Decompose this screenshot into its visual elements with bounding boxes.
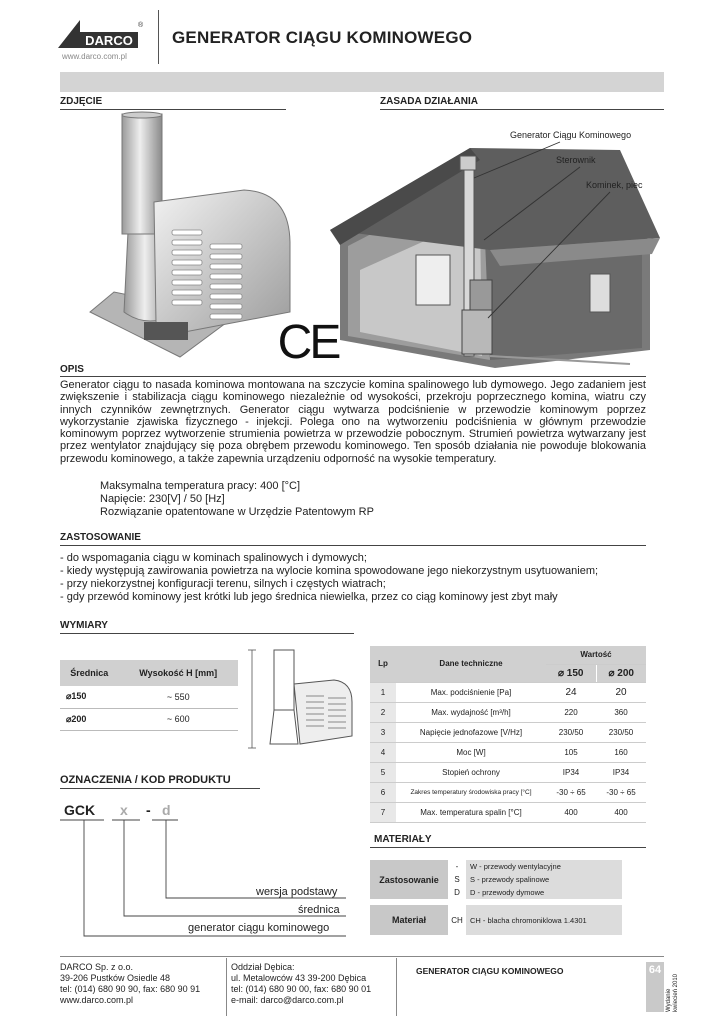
- code-d: d: [162, 802, 171, 818]
- application-item: - gdy przewód kominowy jest krótki lub jego średnica niewielka, przez co ciąg kominowy jest zbyt mały: [60, 591, 558, 603]
- table-row: [370, 722, 646, 742]
- logo-text: DARCO: [85, 33, 133, 48]
- dim-diameter: ⌀200: [60, 708, 118, 730]
- tech-val-150: 105: [546, 742, 596, 762]
- spec-patent: Rozwiązanie opatentowane w Urzędzie Patentowym RP: [100, 506, 374, 518]
- callout-controller: Sterownik: [556, 155, 596, 165]
- usage-desc: D - przewody dymowe: [466, 886, 622, 899]
- dim-header-height: Wysokość H [mm]: [118, 660, 238, 686]
- tech-val-200: IP34: [596, 762, 646, 782]
- code-dash: -: [146, 802, 151, 818]
- table-row: [370, 762, 646, 782]
- footer-rule: [60, 956, 664, 957]
- tech-param: Max. temperatura spalin [°C]: [396, 802, 546, 822]
- tech-param: Max. podciśnienie [Pa]: [396, 682, 546, 702]
- section-dimensions: WYMIARY: [60, 620, 108, 631]
- section-product-code: OZNACZENIA / KOD PRODUKTU: [60, 774, 231, 786]
- tech-val-200: 20: [596, 682, 646, 702]
- tech-param: Stopień ochrony: [396, 762, 546, 782]
- technical-data-table: [370, 646, 646, 823]
- tech-param: Zakres temperatury środowiska pracy [°C]: [396, 782, 546, 802]
- usage-desc: W - przewody wentylacyjne: [466, 860, 622, 873]
- code-label-generator: generator ciągu kominowego: [188, 922, 330, 934]
- logo-url: www.darco.com.pl: [62, 52, 127, 61]
- rule-materials: [370, 847, 646, 848]
- callout-fireplace: Kominek, piec: [586, 180, 643, 190]
- dim-diameter: ⌀150: [60, 686, 118, 708]
- application-item: - do wspomagania ciągu w kominach spalinowych i dymowych;: [60, 552, 367, 564]
- footer-divider: [226, 958, 227, 1016]
- footer-product: GENERATOR CIĄGU KOMINOWEGO: [416, 966, 564, 976]
- table-row: [370, 682, 646, 702]
- page-badge: [646, 962, 664, 1012]
- tech-header-150: ⌀ 150: [546, 664, 596, 682]
- tech-val-200: -30 ÷ 65: [596, 782, 646, 802]
- code-x: x: [120, 802, 128, 818]
- callout-generator: Generator Ciągu Kominowego: [510, 130, 632, 140]
- materials-usage-label: Zastosowanie: [370, 860, 448, 899]
- footer-line: tel: (014) 680 90 90, fax: 680 90 91: [60, 984, 201, 994]
- table-row: [370, 702, 646, 722]
- tech-val-150: 230/50: [546, 722, 596, 742]
- ce-text: CE: [277, 316, 339, 369]
- tech-val-200: 400: [596, 802, 646, 822]
- section-photo: ZDJĘCIE: [60, 96, 103, 107]
- application-item: - kiedy występują zawirowania powietrza na wylocie komina spowodowane jego niekorzystnym usytuowaniem;: [60, 565, 599, 577]
- tech-val-200: 230/50: [596, 722, 646, 742]
- tech-header-value: Wartość: [546, 646, 646, 664]
- tech-val-150: -30 ÷ 65: [546, 782, 596, 802]
- edition-date: kwiecień 2010: [673, 973, 679, 1012]
- svg-text:®: ®: [138, 22, 144, 29]
- tech-val-150: 24: [546, 682, 596, 702]
- tech-header-data: Dane techniczne: [396, 646, 546, 682]
- materials-table: [370, 860, 622, 935]
- section-description: OPIS: [60, 364, 84, 375]
- edition-info: [666, 974, 680, 1012]
- code-lines: [0, 0, 360, 950]
- code-label-diameter: średnica: [298, 904, 340, 916]
- tech-header-lp: Lp: [370, 646, 396, 682]
- materials-material-label: Materiał: [370, 905, 448, 935]
- tech-lp: 5: [370, 762, 396, 782]
- footer-branch: [231, 962, 371, 1006]
- footer-line: e-mail: darco@darco.com.pl: [231, 995, 344, 1005]
- dim-height: ~ 550: [118, 686, 238, 708]
- tech-lp: 3: [370, 722, 396, 742]
- page-title: GENERATOR CIĄGU KOMINOWEGO: [172, 28, 473, 47]
- code-prefix: GCK: [64, 802, 96, 818]
- footer-line: Oddział Dębica:: [231, 962, 295, 972]
- section-application: ZASTOSOWANIE: [60, 532, 141, 543]
- tech-val-150: 220: [546, 702, 596, 722]
- tech-lp: 7: [370, 802, 396, 822]
- tech-header-200: ⌀ 200: [596, 664, 646, 682]
- dim-header-diameter: Średnica: [60, 660, 118, 686]
- usage-code: -: [455, 862, 459, 871]
- dim-height: ~ 600: [118, 708, 238, 730]
- footer-line: ul. Metalowców 43 39-200 Dębica: [231, 973, 367, 983]
- material-code: CH: [451, 915, 463, 925]
- table-row: [370, 802, 646, 822]
- tech-val-200: 360: [596, 702, 646, 722]
- tech-param: Max. wydajność [m³/h]: [396, 702, 546, 722]
- spec-temperature: Maksymalna temperatura pracy: 400 [°C]: [100, 480, 301, 492]
- page-number: 64: [648, 964, 662, 976]
- usage-desc: S - przewody spalinowe: [466, 873, 622, 886]
- tech-lp: 1: [370, 682, 396, 702]
- material-desc: CH - blacha chromoniklowa 1.4301: [466, 905, 622, 935]
- tech-lp: 2: [370, 702, 396, 722]
- edition-label: Wydanie: [666, 988, 672, 1012]
- tech-param: Napięcie jednofazowe [V/Hz]: [396, 722, 546, 742]
- application-item: - przy niekorzystnej konfiguracji terenu, silnych i częstych wiatrach;: [60, 578, 386, 590]
- usage-code: S: [454, 875, 460, 884]
- tech-val-150: IP34: [546, 762, 596, 782]
- section-principle: ZASADA DZIAŁANIA: [380, 96, 478, 107]
- table-row: [370, 782, 646, 802]
- footer-line: DARCO Sp. z o.o.: [60, 962, 134, 972]
- table-row: [370, 742, 646, 762]
- tech-param: Moc [W]: [396, 742, 546, 762]
- code-label-base: wersja podstawy: [256, 886, 338, 898]
- tech-val-150: 400: [546, 802, 596, 822]
- tech-lp: 4: [370, 742, 396, 762]
- footer-line: www.darco.com.pl: [60, 995, 134, 1005]
- description-text: Generator ciągu to nasada kominowa montowana na szczycie komina spalinowego lub dymowego. Jego zadaniem jest zwiększenie i stabilizacja ciągu kominowego niezależnie od wysokości, przekroju poprzecznego komina, wiatru czy innych czynników zewnętrznych. Generator ciągu wytwarza podciśnienie w przewodzie kominowym poprzez wykorzystanie zjawiska fizycznego - injekcji. Polega ono na wytworzeniu podciśnienia w głównym przewodzie kominowym poprzez wytworzenie strumienia powietrza w przewodzie pobocznym. Strumień powietrza wytwarzany jest przez wentylator znajdujący się poza obrębem przewodu kominowego. Ten sposób działania nie powoduje blokowania przewodu kominowego, a także zapewnia urządzeniu odporność na wysokie temperatury.: [60, 379, 646, 465]
- spec-voltage: Napięcie: 230[V] / 50 [Hz]: [100, 493, 225, 505]
- tech-val-200: 160: [596, 742, 646, 762]
- footer-company: [60, 962, 200, 1006]
- footer-line: 39-206 Pustków Osiedle 48: [60, 973, 171, 983]
- footer-divider: [396, 958, 397, 1016]
- footer-line: tel: (014) 680 90 00, fax: 680 90 01: [231, 984, 372, 994]
- tech-lp: 6: [370, 782, 396, 802]
- section-materials: MATERIAŁY: [374, 834, 432, 845]
- usage-code: D: [454, 888, 460, 897]
